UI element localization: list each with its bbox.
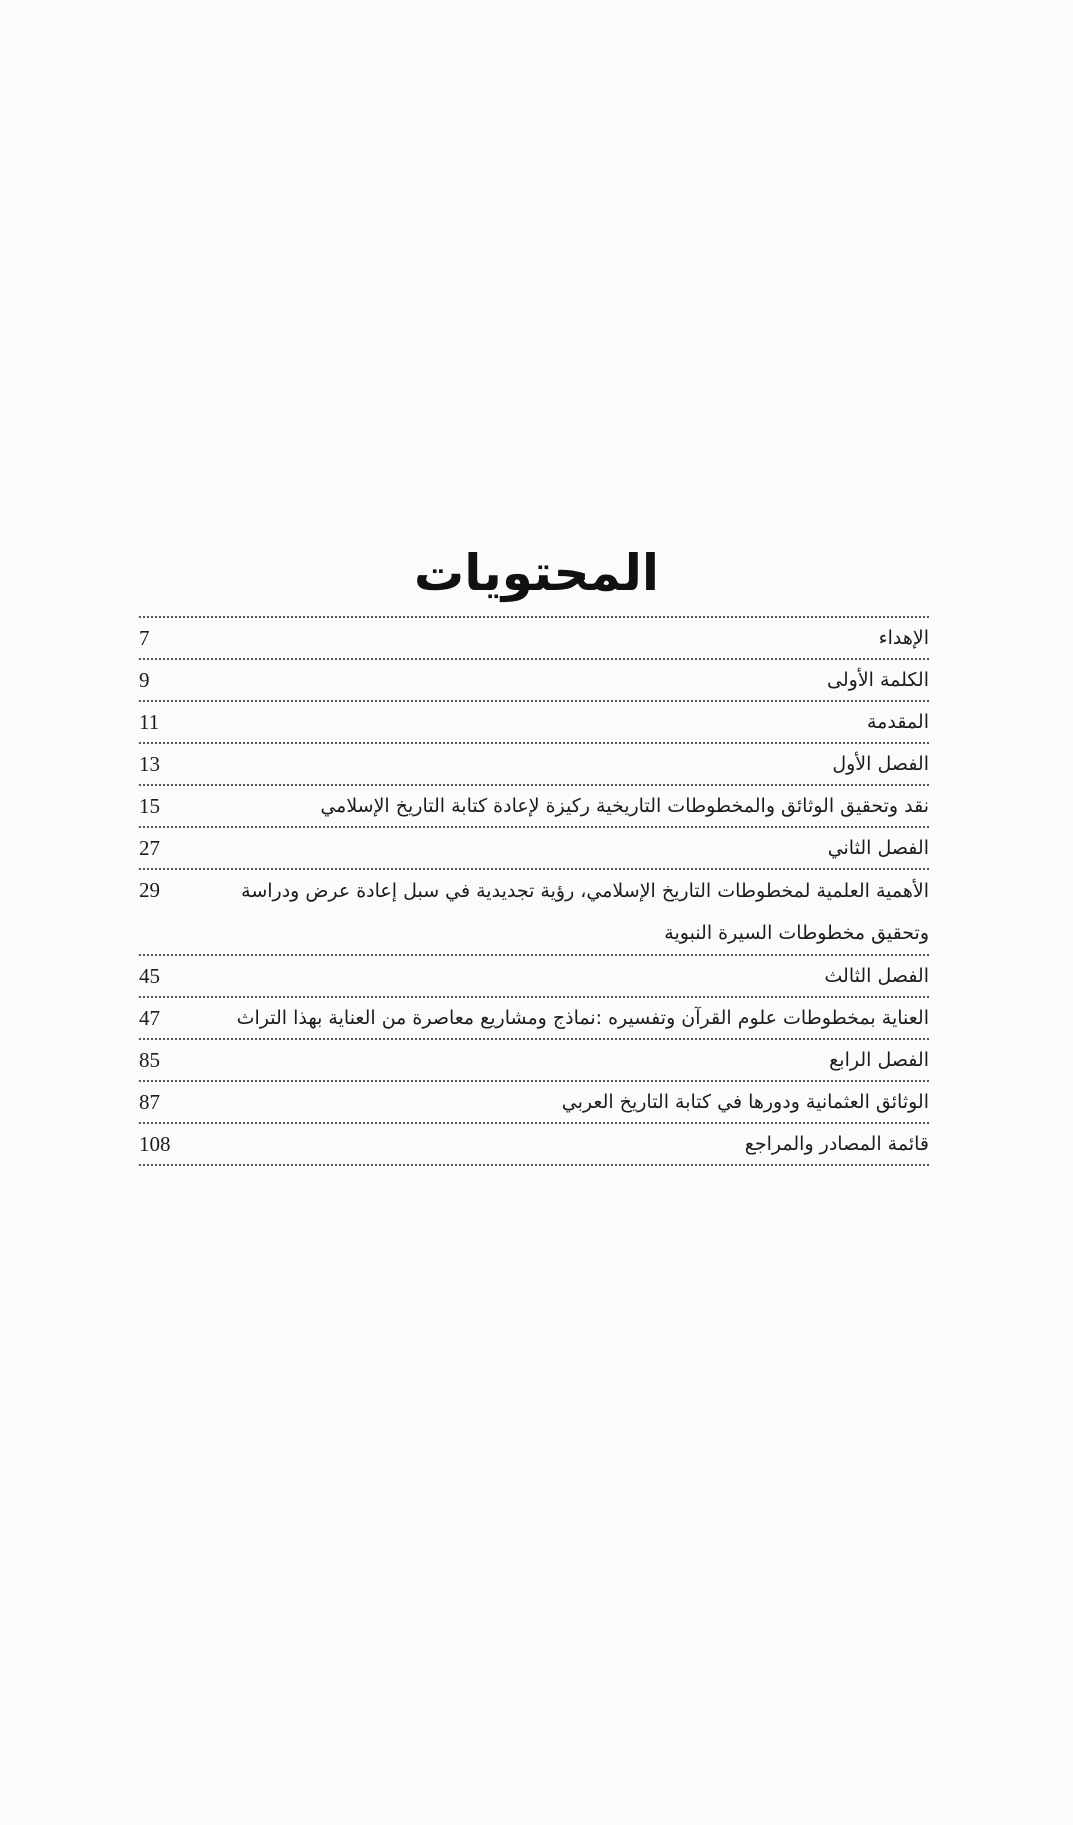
toc-entry-chapter-3-topic [139,998,929,1040]
toc-entry-title: نقد وتحقيق الوثائق والمخطوطات التاريخية ركيزة لإعادة كتابة التاريخ الإسلامي [320,795,929,817]
toc-entry-page: 47 [139,1006,160,1030]
toc-entry-chapter-2-topic [139,870,929,956]
toc-entry-chapter-2 [139,828,929,870]
toc-entry-chapter-1-topic [139,786,929,828]
toc-entry-page: 13 [139,752,160,776]
toc-entry-title: العناية بمخطوطات علوم القرآن وتفسيره :نماذج ومشاريع معاصرة من العناية بهذا التراث [236,1007,929,1029]
toc-entry-title: المقدمة [866,711,929,733]
toc-entry-title: الأهمية العلمية لمخطوطات التاريخ الإسلامي، رؤية تجديدية في سبل إعادة عرض ودراسة وتحقيق مخطوطات السيرة النبوية [241,880,929,944]
toc-entry-page: 85 [139,1048,160,1072]
toc-entry-dedication [139,618,929,660]
toc-entry-chapter-1 [139,744,929,786]
toc-entry-chapter-4 [139,1040,929,1082]
table-of-contents [139,616,929,1166]
toc-entry-title: الفصل الأول [832,753,929,775]
toc-entry-references [139,1124,929,1166]
toc-entry-title: الفصل الثاني [827,837,929,859]
toc-entry-page: 9 [139,668,150,692]
toc-entry-page: 87 [139,1090,160,1114]
toc-entry-page: 45 [139,964,160,988]
toc-entry-page: 27 [139,836,160,860]
toc-entry-title: قائمة المصادر والمراجع [744,1133,929,1155]
toc-entry-page: 108 [139,1132,171,1156]
page-title: المحتويات [413,544,660,602]
toc-entry-page: 29 [139,878,160,902]
toc-entry-title: الكلمة الأولى [827,669,929,691]
toc-entry-title: الوثائق العثمانية ودورها في كتابة التاريخ العربي [561,1091,929,1113]
toc-entry-chapter-4-topic [139,1082,929,1124]
toc-entry-title: الفصل الثالث [824,965,929,987]
toc-entry-page: 15 [139,794,160,818]
toc-entry-page: 11 [139,710,160,734]
toc-entry-introduction [139,702,929,744]
toc-entry-chapter-3 [139,956,929,998]
toc-entry-first-word [139,660,929,702]
toc-entry-title: الفصل الرابع [829,1049,929,1071]
toc-entry-title: الإهداء [878,627,929,649]
toc-entry-page: 7 [139,626,150,650]
